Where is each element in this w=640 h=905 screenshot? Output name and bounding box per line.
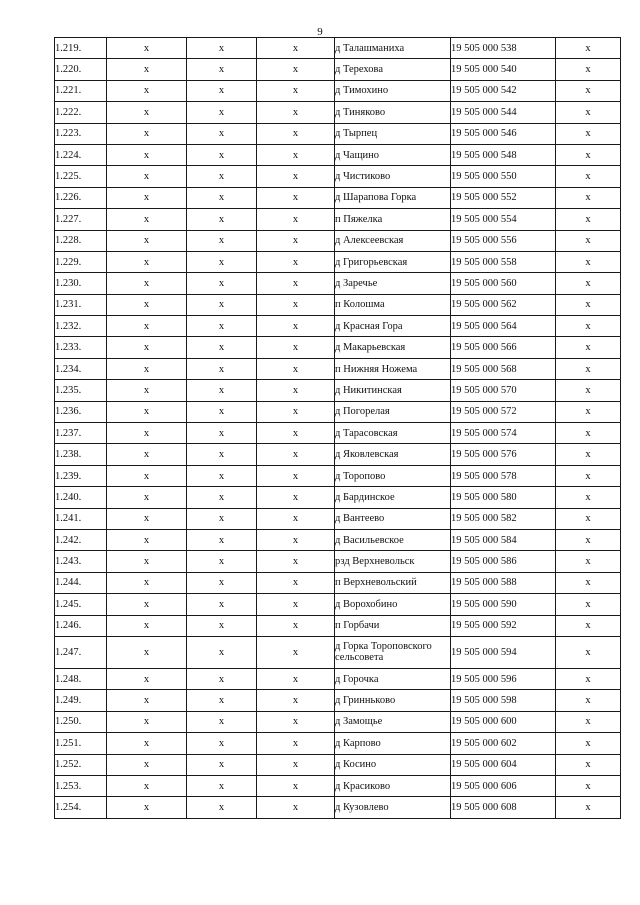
- mark-cell: x: [187, 754, 257, 775]
- mark-cell: x: [556, 690, 621, 711]
- oktmo-code-cell: 19 505 000 546: [451, 123, 556, 144]
- row-number-cell: 1.226.: [55, 187, 107, 208]
- mark-cell: x: [187, 401, 257, 422]
- row-number-cell: 1.228.: [55, 230, 107, 251]
- mark-cell: x: [187, 273, 257, 294]
- mark-cell: x: [107, 615, 187, 636]
- mark-cell: x: [257, 711, 335, 732]
- mark-cell: x: [107, 144, 187, 165]
- mark-cell: x: [107, 529, 187, 550]
- mark-cell: x: [257, 102, 335, 123]
- mark-cell: x: [257, 401, 335, 422]
- table-row: [55, 59, 621, 80]
- settlement-name-cell: д Косино: [335, 754, 451, 775]
- row-number-cell: 1.230.: [55, 273, 107, 294]
- mark-cell: x: [257, 668, 335, 689]
- mark-cell: x: [107, 209, 187, 230]
- row-number-cell: 1.251.: [55, 733, 107, 754]
- oktmo-code-cell: 19 505 000 584: [451, 529, 556, 550]
- mark-cell: x: [556, 123, 621, 144]
- oktmo-code-cell: 19 505 000 554: [451, 209, 556, 230]
- mark-cell: x: [187, 337, 257, 358]
- row-number-cell: 1.229.: [55, 251, 107, 272]
- mark-cell: x: [257, 572, 335, 593]
- oktmo-code-cell: 19 505 000 560: [451, 273, 556, 294]
- mark-cell: x: [257, 551, 335, 572]
- mark-cell: x: [187, 444, 257, 465]
- settlement-name-cell: д Красная Гора: [335, 316, 451, 337]
- settlement-name-cell: д Бардинское: [335, 487, 451, 508]
- settlement-name-cell: д Ворохобино: [335, 594, 451, 615]
- mark-cell: x: [107, 754, 187, 775]
- table-row: [55, 423, 621, 444]
- settlement-name-cell: рзд Верхневольск: [335, 551, 451, 572]
- mark-cell: x: [257, 380, 335, 401]
- mark-cell: x: [556, 423, 621, 444]
- settlement-name-cell: д Горочка: [335, 668, 451, 689]
- mark-cell: x: [257, 123, 335, 144]
- mark-cell: x: [107, 166, 187, 187]
- mark-cell: x: [187, 144, 257, 165]
- settlement-name-cell: д Тырпец: [335, 123, 451, 144]
- table-row: [55, 594, 621, 615]
- mark-cell: x: [257, 337, 335, 358]
- table-row: [55, 401, 621, 422]
- mark-cell: x: [556, 508, 621, 529]
- mark-cell: x: [257, 690, 335, 711]
- mark-cell: x: [556, 775, 621, 796]
- oktmo-code-cell: 19 505 000 578: [451, 465, 556, 486]
- mark-cell: x: [257, 230, 335, 251]
- mark-cell: x: [107, 380, 187, 401]
- oktmo-code-cell: 19 505 000 540: [451, 59, 556, 80]
- mark-cell: x: [556, 487, 621, 508]
- settlement-name-cell: д Торопово: [335, 465, 451, 486]
- mark-cell: x: [556, 380, 621, 401]
- row-number-cell: 1.222.: [55, 102, 107, 123]
- mark-cell: x: [107, 465, 187, 486]
- oktmo-code-cell: 19 505 000 604: [451, 754, 556, 775]
- oktmo-code-cell: 19 505 000 598: [451, 690, 556, 711]
- table-row: [55, 615, 621, 636]
- oktmo-code-cell: 19 505 000 590: [451, 594, 556, 615]
- table-row: [55, 102, 621, 123]
- settlement-name-cell: д Карпово: [335, 733, 451, 754]
- mark-cell: x: [107, 444, 187, 465]
- mark-cell: x: [107, 251, 187, 272]
- settlement-name-cell: д Григорьевская: [335, 251, 451, 272]
- row-number-cell: 1.221.: [55, 80, 107, 101]
- settlement-name-cell: д Замощье: [335, 711, 451, 732]
- settlement-name-cell: д Никитинская: [335, 380, 451, 401]
- table-row: [55, 166, 621, 187]
- table-row: [55, 508, 621, 529]
- mark-cell: x: [187, 508, 257, 529]
- mark-cell: x: [556, 444, 621, 465]
- table-row: [55, 529, 621, 550]
- mark-cell: x: [187, 465, 257, 486]
- mark-cell: x: [187, 294, 257, 315]
- oktmo-code-cell: 19 505 000 556: [451, 230, 556, 251]
- mark-cell: x: [107, 690, 187, 711]
- mark-cell: x: [107, 508, 187, 529]
- mark-cell: x: [107, 123, 187, 144]
- table-row: [55, 80, 621, 101]
- mark-cell: x: [187, 316, 257, 337]
- table-row: [55, 123, 621, 144]
- mark-cell: x: [107, 668, 187, 689]
- settlement-name-cell: д Терехова: [335, 59, 451, 80]
- mark-cell: x: [107, 80, 187, 101]
- table-row: [55, 754, 621, 775]
- mark-cell: x: [556, 754, 621, 775]
- mark-cell: x: [187, 668, 257, 689]
- table-row: [55, 337, 621, 358]
- table-row: [55, 733, 621, 754]
- row-number-cell: 1.232.: [55, 316, 107, 337]
- mark-cell: x: [556, 711, 621, 732]
- mark-cell: x: [107, 594, 187, 615]
- table-row: [55, 668, 621, 689]
- oktmo-code-cell: 19 505 000 588: [451, 572, 556, 593]
- mark-cell: x: [556, 615, 621, 636]
- mark-cell: x: [257, 294, 335, 315]
- table-row: [55, 251, 621, 272]
- mark-cell: x: [107, 487, 187, 508]
- mark-cell: x: [187, 358, 257, 379]
- oktmo-code-cell: 19 505 000 564: [451, 316, 556, 337]
- mark-cell: x: [107, 358, 187, 379]
- oktmo-code-cell: 19 505 000 542: [451, 80, 556, 101]
- mark-cell: x: [257, 38, 335, 59]
- oktmo-code-cell: 19 505 000 608: [451, 797, 556, 818]
- mark-cell: x: [556, 668, 621, 689]
- row-number-cell: 1.247.: [55, 636, 107, 668]
- mark-cell: x: [187, 529, 257, 550]
- table-row: [55, 294, 621, 315]
- registry-table-body: [55, 38, 621, 819]
- mark-cell: x: [556, 251, 621, 272]
- mark-cell: x: [556, 294, 621, 315]
- oktmo-code-cell: 19 505 000 582: [451, 508, 556, 529]
- oktmo-code-cell: 19 505 000 558: [451, 251, 556, 272]
- mark-cell: x: [556, 358, 621, 379]
- row-number-cell: 1.246.: [55, 615, 107, 636]
- mark-cell: x: [107, 316, 187, 337]
- mark-cell: x: [187, 690, 257, 711]
- mark-cell: x: [257, 594, 335, 615]
- settlement-name-cell: д Вантеево: [335, 508, 451, 529]
- mark-cell: x: [107, 775, 187, 796]
- oktmo-code-cell: 19 505 000 606: [451, 775, 556, 796]
- mark-cell: x: [556, 572, 621, 593]
- oktmo-code-cell: 19 505 000 570: [451, 380, 556, 401]
- oktmo-code-cell: 19 505 000 596: [451, 668, 556, 689]
- mark-cell: x: [187, 594, 257, 615]
- mark-cell: x: [556, 316, 621, 337]
- table-row: [55, 273, 621, 294]
- oktmo-code-cell: 19 505 000 548: [451, 144, 556, 165]
- table-row: [55, 636, 621, 668]
- oktmo-code-cell: 19 505 000 568: [451, 358, 556, 379]
- mark-cell: x: [556, 529, 621, 550]
- mark-cell: x: [187, 102, 257, 123]
- mark-cell: x: [257, 775, 335, 796]
- row-number-cell: 1.235.: [55, 380, 107, 401]
- oktmo-code-cell: 19 505 000 600: [451, 711, 556, 732]
- mark-cell: x: [257, 754, 335, 775]
- mark-cell: x: [556, 337, 621, 358]
- row-number-cell: 1.225.: [55, 166, 107, 187]
- oktmo-code-cell: 19 505 000 538: [451, 38, 556, 59]
- mark-cell: x: [107, 294, 187, 315]
- mark-cell: x: [187, 251, 257, 272]
- mark-cell: x: [187, 615, 257, 636]
- mark-cell: x: [257, 166, 335, 187]
- mark-cell: x: [556, 465, 621, 486]
- row-number-cell: 1.220.: [55, 59, 107, 80]
- mark-cell: x: [107, 797, 187, 818]
- settlement-name-cell: д Талашманиха: [335, 38, 451, 59]
- mark-cell: x: [257, 615, 335, 636]
- settlement-name-cell: д Красиково: [335, 775, 451, 796]
- settlement-name-cell: д Макарьевская: [335, 337, 451, 358]
- mark-cell: x: [257, 636, 335, 668]
- table-row: [55, 572, 621, 593]
- row-number-cell: 1.231.: [55, 294, 107, 315]
- oktmo-code-cell: 19 505 000 594: [451, 636, 556, 668]
- row-number-cell: 1.236.: [55, 401, 107, 422]
- mark-cell: x: [187, 423, 257, 444]
- table-row: [55, 690, 621, 711]
- mark-cell: x: [556, 38, 621, 59]
- mark-cell: x: [556, 636, 621, 668]
- table-row: [55, 551, 621, 572]
- row-number-cell: 1.234.: [55, 358, 107, 379]
- mark-cell: x: [257, 251, 335, 272]
- mark-cell: x: [556, 273, 621, 294]
- mark-cell: x: [257, 358, 335, 379]
- mark-cell: x: [107, 711, 187, 732]
- table-row: [55, 465, 621, 486]
- mark-cell: x: [107, 38, 187, 59]
- mark-cell: x: [187, 572, 257, 593]
- table-row: [55, 316, 621, 337]
- mark-cell: x: [257, 209, 335, 230]
- row-number-cell: 1.242.: [55, 529, 107, 550]
- oktmo-code-cell: 19 505 000 592: [451, 615, 556, 636]
- row-number-cell: 1.223.: [55, 123, 107, 144]
- mark-cell: x: [187, 230, 257, 251]
- row-number-cell: 1.252.: [55, 754, 107, 775]
- mark-cell: x: [257, 797, 335, 818]
- row-number-cell: 1.240.: [55, 487, 107, 508]
- mark-cell: x: [187, 733, 257, 754]
- mark-cell: x: [187, 209, 257, 230]
- settlement-name-cell: д Тиняково: [335, 102, 451, 123]
- mark-cell: x: [187, 80, 257, 101]
- settlement-name-cell: п Нижняя Ножема: [335, 358, 451, 379]
- row-number-cell: 1.254.: [55, 797, 107, 818]
- row-number-cell: 1.249.: [55, 690, 107, 711]
- settlement-name-cell: д Горка Тороповского сельсовета: [335, 636, 451, 668]
- mark-cell: x: [257, 529, 335, 550]
- oktmo-code-cell: 19 505 000 576: [451, 444, 556, 465]
- oktmo-code-cell: 19 505 000 550: [451, 166, 556, 187]
- table-row: [55, 711, 621, 732]
- mark-cell: x: [107, 230, 187, 251]
- table-row: [55, 144, 621, 165]
- mark-cell: x: [107, 337, 187, 358]
- mark-cell: x: [257, 487, 335, 508]
- settlement-name-cell: д Алексеевская: [335, 230, 451, 251]
- table-row: [55, 230, 621, 251]
- settlement-name-cell: п Пяжелка: [335, 209, 451, 230]
- mark-cell: x: [556, 80, 621, 101]
- settlement-name-cell: д Шарапова Горка: [335, 187, 451, 208]
- mark-cell: x: [107, 187, 187, 208]
- row-number-cell: 1.219.: [55, 38, 107, 59]
- mark-cell: x: [257, 80, 335, 101]
- mark-cell: x: [107, 59, 187, 80]
- oktmo-code-cell: 19 505 000 562: [451, 294, 556, 315]
- table-row: [55, 444, 621, 465]
- mark-cell: x: [257, 733, 335, 754]
- mark-cell: x: [107, 572, 187, 593]
- mark-cell: x: [187, 166, 257, 187]
- table-row: [55, 797, 621, 818]
- oktmo-code-cell: 19 505 000 580: [451, 487, 556, 508]
- row-number-cell: 1.237.: [55, 423, 107, 444]
- mark-cell: x: [556, 59, 621, 80]
- page-number: 9: [317, 26, 323, 38]
- mark-cell: x: [556, 102, 621, 123]
- mark-cell: x: [257, 273, 335, 294]
- mark-cell: x: [107, 423, 187, 444]
- settlement-name-cell: д Тимохино: [335, 80, 451, 101]
- row-number-cell: 1.239.: [55, 465, 107, 486]
- mark-cell: x: [187, 636, 257, 668]
- settlement-registry-table: [54, 37, 621, 819]
- mark-cell: x: [187, 711, 257, 732]
- settlement-name-cell: д Гринньково: [335, 690, 451, 711]
- mark-cell: x: [187, 38, 257, 59]
- mark-cell: x: [556, 187, 621, 208]
- mark-cell: x: [187, 797, 257, 818]
- settlement-name-cell: д Яковлевская: [335, 444, 451, 465]
- oktmo-code-cell: 19 505 000 572: [451, 401, 556, 422]
- row-number-cell: 1.248.: [55, 668, 107, 689]
- row-number-cell: 1.227.: [55, 209, 107, 230]
- oktmo-code-cell: 19 505 000 544: [451, 102, 556, 123]
- settlement-name-cell: д Чистиково: [335, 166, 451, 187]
- mark-cell: x: [187, 487, 257, 508]
- mark-cell: x: [556, 733, 621, 754]
- row-number-cell: 1.238.: [55, 444, 107, 465]
- table-row: [55, 187, 621, 208]
- settlement-name-cell: д Заречье: [335, 273, 451, 294]
- oktmo-code-cell: 19 505 000 566: [451, 337, 556, 358]
- mark-cell: x: [257, 144, 335, 165]
- settlement-name-cell: д Тарасовская: [335, 423, 451, 444]
- mark-cell: x: [257, 59, 335, 80]
- table-row: [55, 775, 621, 796]
- mark-cell: x: [257, 508, 335, 529]
- mark-cell: x: [257, 465, 335, 486]
- mark-cell: x: [107, 401, 187, 422]
- mark-cell: x: [187, 187, 257, 208]
- row-number-cell: 1.241.: [55, 508, 107, 529]
- mark-cell: x: [187, 380, 257, 401]
- row-number-cell: 1.233.: [55, 337, 107, 358]
- settlement-name-cell: д Кузовлево: [335, 797, 451, 818]
- row-number-cell: 1.244.: [55, 572, 107, 593]
- oktmo-code-cell: 19 505 000 574: [451, 423, 556, 444]
- mark-cell: x: [107, 733, 187, 754]
- oktmo-code-cell: 19 505 000 602: [451, 733, 556, 754]
- row-number-cell: 1.250.: [55, 711, 107, 732]
- mark-cell: x: [556, 551, 621, 572]
- table-row: [55, 38, 621, 59]
- mark-cell: x: [257, 444, 335, 465]
- settlement-name-cell: д Погорелая: [335, 401, 451, 422]
- mark-cell: x: [107, 636, 187, 668]
- row-number-cell: 1.245.: [55, 594, 107, 615]
- oktmo-code-cell: 19 505 000 586: [451, 551, 556, 572]
- mark-cell: x: [107, 551, 187, 572]
- row-number-cell: 1.253.: [55, 775, 107, 796]
- mark-cell: x: [187, 59, 257, 80]
- settlement-name-cell: п Верхневольский: [335, 572, 451, 593]
- mark-cell: x: [556, 144, 621, 165]
- mark-cell: x: [556, 401, 621, 422]
- mark-cell: x: [187, 551, 257, 572]
- table-row: [55, 209, 621, 230]
- oktmo-code-cell: 19 505 000 552: [451, 187, 556, 208]
- mark-cell: x: [556, 230, 621, 251]
- settlement-name-cell: д Чащино: [335, 144, 451, 165]
- mark-cell: x: [556, 166, 621, 187]
- settlement-name-cell: п Горбачи: [335, 615, 451, 636]
- mark-cell: x: [257, 423, 335, 444]
- settlement-name-cell: п Колошма: [335, 294, 451, 315]
- mark-cell: x: [107, 273, 187, 294]
- mark-cell: x: [187, 775, 257, 796]
- mark-cell: x: [556, 209, 621, 230]
- mark-cell: x: [556, 594, 621, 615]
- settlement-name-cell: д Васильевское: [335, 529, 451, 550]
- table-row: [55, 380, 621, 401]
- row-number-cell: 1.243.: [55, 551, 107, 572]
- mark-cell: x: [187, 123, 257, 144]
- mark-cell: x: [257, 316, 335, 337]
- mark-cell: x: [556, 797, 621, 818]
- table-row: [55, 487, 621, 508]
- mark-cell: x: [107, 102, 187, 123]
- mark-cell: x: [257, 187, 335, 208]
- row-number-cell: 1.224.: [55, 144, 107, 165]
- table-row: [55, 358, 621, 379]
